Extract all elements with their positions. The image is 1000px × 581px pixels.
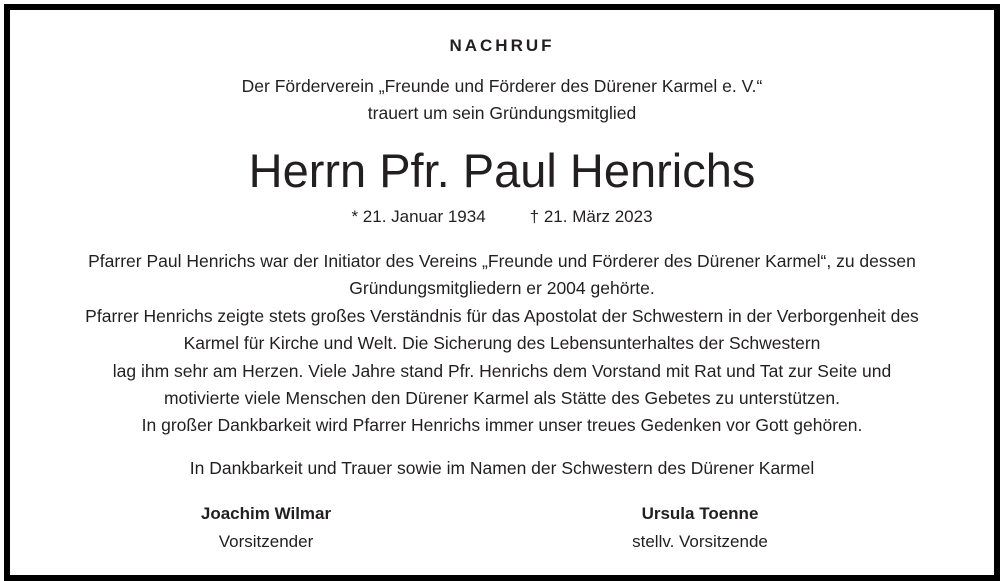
birth-date: * 21. Januar 1934 [351, 207, 486, 226]
intro-line-2: trauert um sein Gründungsmitglied [367, 103, 637, 123]
signatory-name: Ursula Toenne [641, 504, 759, 523]
obituary-body [10, 248, 994, 440]
signatory-name: Joachim Wilmar [200, 504, 332, 523]
deceased-name: Herrn Pfr. Paul Henrichs [248, 144, 756, 197]
closing-line: In Dankbarkeit und Trauer sowie im Namen der Schwestern des Dürener Karmel [189, 458, 815, 478]
body-line: motivierte viele Menschen den Dürener Karmel als Stätte des Gebetes zu unterstützen. [163, 388, 841, 409]
body-line: Gründungsmitgliedern er 2004 gehörte. [349, 278, 655, 299]
death-date: † 21. März 2023 [529, 207, 653, 226]
body-line: Pfarrer Henrichs zeigte stets großes Verständnis für das Apostolat der Schwestern in der Verborgenheit des [85, 305, 919, 326]
signatory-role: Vorsitzender [218, 532, 314, 551]
body-line: In großer Dankbarkeit wird Pfarrer Henrichs immer unser treues Gedenken vor Gott gehören. [141, 415, 863, 436]
body-line: Karmel für Kirche und Welt. Die Sicherung des Lebensunterhaltes der Schwestern [183, 333, 821, 354]
obituary-frame [4, 4, 1000, 581]
signatory-left [116, 500, 416, 556]
signatory-right [550, 500, 850, 556]
obituary-heading: NACHRUF [449, 36, 555, 55]
body-line: lag ihm sehr am Herzen. Viele Jahre stand Pfr. Henrichs dem Vorstand mit Rat und Tat zur Seite und [112, 360, 892, 381]
signatory-role: stellv. Vorsitzende [632, 532, 768, 551]
life-dates [10, 207, 994, 227]
body-line: Pfarrer Paul Henrichs war der Initiator des Vereins „Freunde und Förderer des Dürener Karmel“, zu dessen [88, 251, 916, 271]
intro-line-1: Der Förderverein „Freunde und Förderer des Dürener Karmel e. V.“ [241, 76, 763, 96]
